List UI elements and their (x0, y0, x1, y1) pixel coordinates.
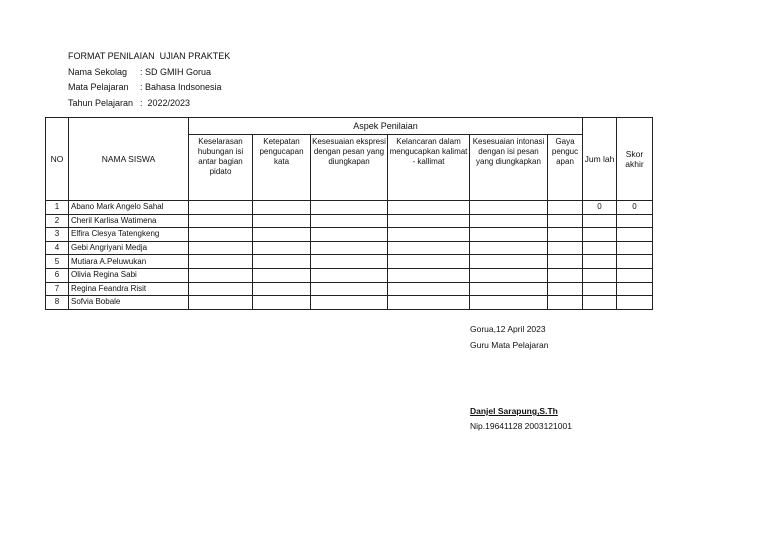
skor-cell (617, 296, 653, 310)
score-cell (253, 241, 311, 255)
row-no: 8 (46, 296, 69, 310)
row-no: 3 (46, 228, 69, 242)
col-skor-header: Skor akhir (617, 118, 653, 201)
score-cell (548, 201, 583, 215)
score-cell (189, 296, 253, 310)
row-no: 1 (46, 201, 69, 215)
signer-nip: Nip.19641128 2003121001 (470, 421, 572, 431)
aspect-header-6: Gaya penguc apan (548, 135, 583, 201)
score-cell (189, 255, 253, 269)
student-name: Regina Feandra Risit (69, 282, 189, 296)
student-name: Gebi Angriyani Medja (69, 241, 189, 255)
field-school (68, 65, 230, 81)
score-cell (388, 228, 470, 242)
signature-block (470, 322, 548, 353)
field-subject-label: Mata Pelajaran (68, 82, 129, 92)
skor-cell (617, 282, 653, 296)
score-cell (189, 268, 253, 282)
aspect-header-4: Kelancaran dalam mengucapkan kalimat - kallimat (388, 135, 470, 201)
col-jumlah-header: Jum lah (583, 118, 617, 201)
document-title: FORMAT PENILAIAN UJIAN PRAKTEK (68, 51, 231, 61)
field-school-label: Nama Sekolag (68, 66, 128, 77)
score-cell (311, 228, 388, 242)
table-row (46, 228, 653, 242)
score-cell (311, 296, 388, 310)
score-cell (388, 241, 470, 255)
table-row (46, 255, 653, 269)
signer-role: Guru Mata Pelajaran (470, 339, 549, 350)
field-year-value: : 2022/2023 (140, 97, 191, 108)
score-cell (470, 214, 548, 228)
score-cell (470, 228, 548, 242)
skor-cell (617, 228, 653, 242)
field-school-value: : SD GMIH Gorua (140, 66, 212, 77)
skor-cell (617, 214, 653, 228)
col-no-header: NO (46, 118, 69, 201)
score-cell (189, 201, 253, 215)
field-subject (68, 80, 230, 96)
score-cell (470, 201, 548, 215)
student-name: Olivia Regina Sabi (69, 268, 189, 282)
table-row (46, 241, 653, 255)
aspect-header-3: Kesesuaian ekspresi dengan pesan yang diungkapan (311, 135, 388, 201)
score-cell (470, 296, 548, 310)
jumlah-cell (583, 296, 617, 310)
score-cell (388, 255, 470, 269)
jumlah-cell: 0 (583, 201, 617, 215)
jumlah-cell (583, 228, 617, 242)
score-cell (189, 282, 253, 296)
score-cell (253, 255, 311, 269)
score-cell (388, 296, 470, 310)
skor-cell (617, 241, 653, 255)
score-cell (311, 201, 388, 215)
score-cell (470, 255, 548, 269)
score-cell (253, 268, 311, 282)
score-cell (311, 241, 388, 255)
score-cell (189, 214, 253, 228)
row-no: 7 (46, 282, 69, 296)
signer-name: Danjel Sarapung,S.Th (470, 406, 558, 416)
score-cell (388, 201, 470, 215)
score-cell (470, 282, 548, 296)
table-row (46, 268, 653, 282)
skor-cell: 0 (617, 201, 653, 215)
score-cell (253, 228, 311, 242)
student-name: Elfira Clesya Tatengkeng (69, 228, 189, 242)
student-name: Sofvia Bobale (69, 296, 189, 310)
row-no: 4 (46, 241, 69, 255)
score-cell (548, 296, 583, 310)
document-header (68, 49, 230, 111)
score-cell (548, 214, 583, 228)
jumlah-cell (583, 241, 617, 255)
jumlah-cell (583, 282, 617, 296)
score-cell (253, 282, 311, 296)
field-subject-value: : Bahasa Indsonesia (140, 82, 222, 92)
table-row (46, 201, 653, 215)
skor-cell (617, 268, 653, 282)
score-cell (253, 214, 311, 228)
signer-info (470, 404, 572, 434)
aspect-header-2: Ketepatan pengucapan kata (253, 135, 311, 201)
col-name-header: NAMA SISWA (69, 118, 189, 201)
score-cell (189, 241, 253, 255)
score-cell (253, 201, 311, 215)
score-cell (548, 268, 583, 282)
field-year-label: Tahun Pelajaran (68, 97, 134, 108)
aspect-group-header: Aspek Penilaian (189, 118, 583, 135)
student-name: Cheril Karlisa Watimena (69, 214, 189, 228)
score-cell (189, 228, 253, 242)
score-cell (311, 282, 388, 296)
place-date: Gorua,12 April 2023 (470, 324, 546, 334)
field-year (68, 96, 230, 112)
score-cell (388, 268, 470, 282)
jumlah-cell (583, 214, 617, 228)
student-name: Mutiara A.Peluwukan (69, 255, 189, 269)
score-cell (388, 282, 470, 296)
assessment-table (45, 117, 653, 310)
skor-cell (617, 255, 653, 269)
table-row (46, 296, 653, 310)
jumlah-cell (583, 255, 617, 269)
score-cell (311, 255, 388, 269)
score-cell (548, 282, 583, 296)
score-cell (470, 268, 548, 282)
jumlah-cell (583, 268, 617, 282)
score-cell (311, 268, 388, 282)
table-row (46, 282, 653, 296)
table-row (46, 214, 653, 228)
aspect-header-1: Keselarasan hubungan isi antar bagian pidato (189, 135, 253, 201)
score-cell (470, 241, 548, 255)
row-no: 5 (46, 255, 69, 269)
student-name: Abano Mark Angelo Sahal (69, 201, 189, 215)
score-cell (548, 241, 583, 255)
row-no: 6 (46, 268, 69, 282)
score-cell (548, 255, 583, 269)
score-cell (311, 214, 388, 228)
score-cell (253, 296, 311, 310)
score-cell (388, 214, 470, 228)
score-cell (548, 228, 583, 242)
student-rows (46, 201, 653, 310)
row-no: 2 (46, 214, 69, 228)
aspect-header-5: Kesesuaian intonasi dengan isi pesan yang diungkapkan (470, 135, 548, 201)
